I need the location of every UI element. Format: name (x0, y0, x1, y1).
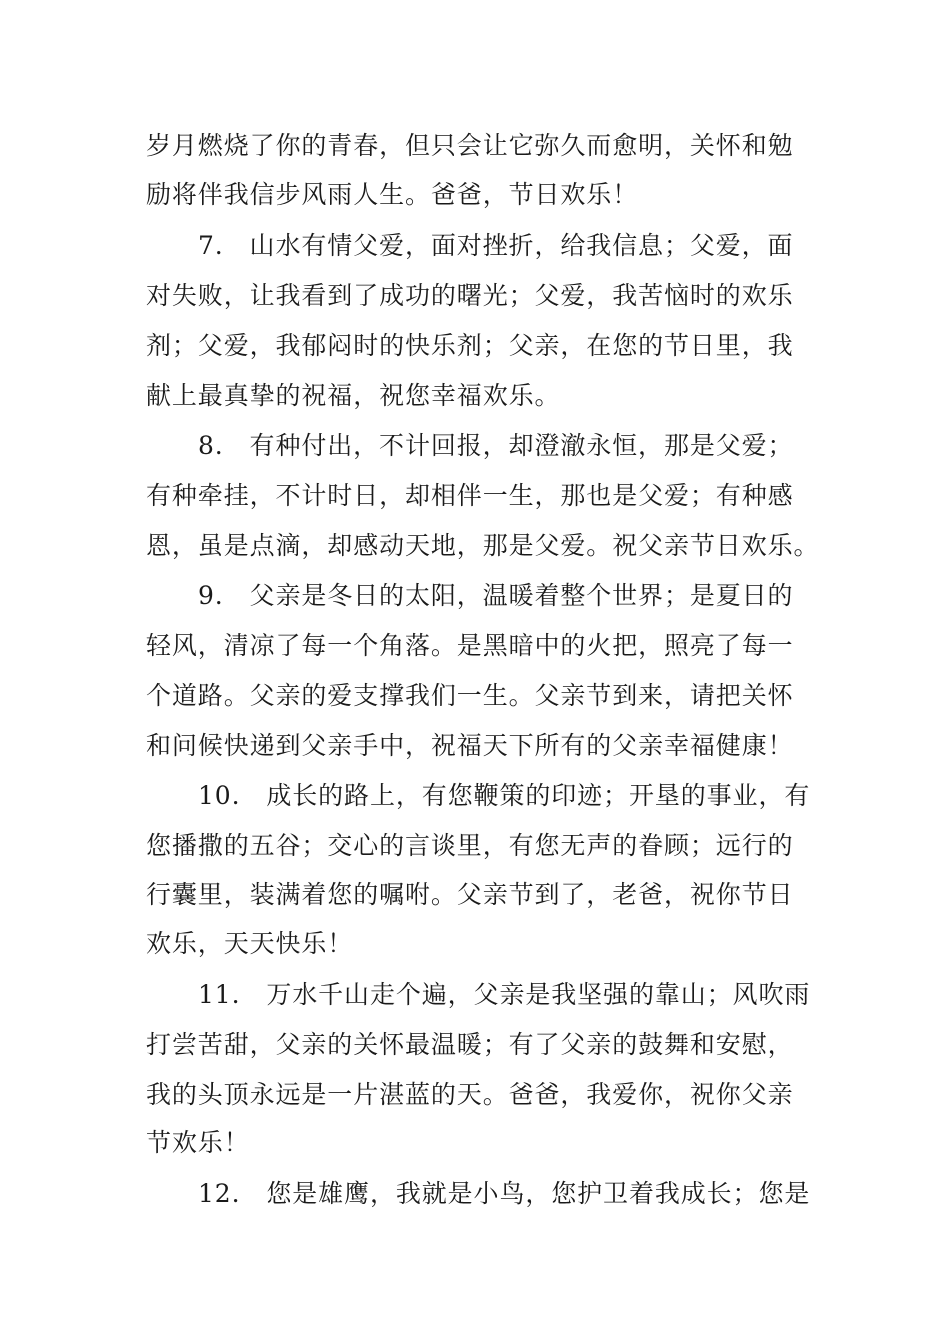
list-item-7-first-line: 7. 山水有情父爱，面对挫折，给我信息；父爱，面 (198, 231, 794, 260)
text-line: 和问候快递到父亲手中，祝福天下所有的父亲幸福健康！ (146, 731, 794, 760)
text-line: 欢乐，天天快乐！ (146, 929, 354, 958)
text-line: 献上最真挚的祝福，祝您幸福欢乐。 (146, 381, 561, 410)
list-item-8-first-line: 8. 有种付出，不计回报，却澄澈永恒，那是父爱； (198, 431, 794, 460)
text-line: 轻风，清凉了每一个角落。是黑暗中的火把，照亮了每一 (146, 631, 794, 660)
list-item-9-first-line: 9. 父亲是冬日的太阳，温暖着整个世界；是夏日的 (198, 581, 794, 610)
list-item-11-first-line: 11. 万水千山走个遍，父亲是我坚强的靠山；风吹雨 (198, 980, 811, 1009)
text-line: 行囊里，装满着您的嘱咐。父亲节到了，老爸，祝你节日 (146, 880, 794, 909)
text-line: 对失败，让我看到了成功的曙光；父爱，我苦恼时的欢乐 (146, 281, 794, 310)
text-line: 励将伴我信步风雨人生。爸爸，节日欢乐！ (146, 180, 639, 209)
list-item-10-first-line: 10. 成长的路上，有您鞭策的印迹；开垦的事业，有 (198, 781, 811, 810)
text-line: 剂；父爱，我郁闷时的快乐剂；父亲，在您的节日里，我 (146, 331, 794, 360)
text-line: 恩，虽是点滴，却感动天地，那是父爱。祝父亲节日欢乐。 (146, 531, 820, 560)
text-line: 我的头顶永远是一片湛蓝的天。爸爸，我爱你，祝你父亲 (146, 1080, 794, 1109)
text-line: 有种牵挂，不计时日，却相伴一生，那也是父爱；有种感 (146, 481, 794, 510)
text-line: 节欢乐！ (146, 1128, 250, 1157)
text-line: 打尝苦甜，父亲的关怀最温暖；有了父亲的鼓舞和安慰， (146, 1030, 794, 1059)
text-line: 您播撒的五谷；交心的言谈里，有您无声的眷顾；远行的 (146, 831, 794, 860)
text-line: 岁月燃烧了你的青春，但只会让它弥久而愈明，关怀和勉 (146, 131, 794, 160)
text-line: 个道路。父亲的爱支撑我们一生。父亲节到来，请把关怀 (146, 681, 794, 710)
list-item-12-first-line: 12. 您是雄鹰，我就是小鸟，您护卫着我成长；您是 (198, 1179, 811, 1208)
